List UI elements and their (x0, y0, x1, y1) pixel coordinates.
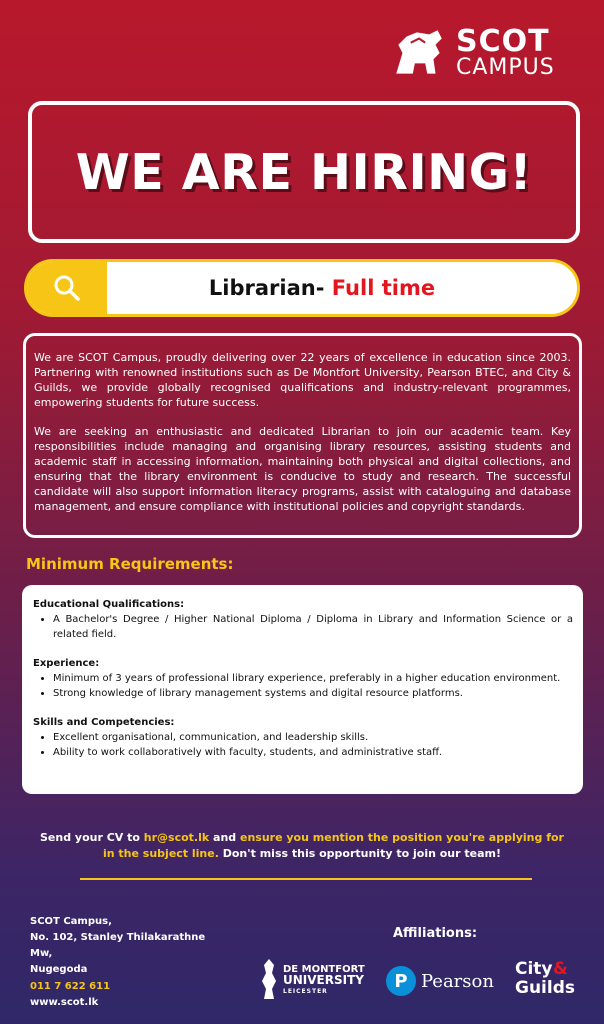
dmu-line-3: LEICESTER (283, 987, 328, 995)
lion-icon (388, 22, 450, 84)
contact-info (30, 979, 110, 1011)
headline-box (28, 101, 580, 243)
dmu-line-2: UNIVERSITY (283, 972, 364, 987)
search-icon (52, 273, 82, 303)
phone-number[interactable]: 011 7 622 611 (30, 981, 111, 992)
email-link[interactable]: hr@scot.lk (143, 831, 210, 844)
cta-text: Send your CV to (40, 831, 144, 844)
address-line: No. 102, Stanley Thilakarathne Mw, (30, 932, 206, 959)
cta-highlight: ensure you mention the position you're applying for in the subject line. (102, 831, 564, 860)
intro-paragraph-2: We are seeking an enthusiastic and dedicated Librarian to join our academic team. Key responsibilities include managing and organising library resources, assisting students and academic staff in accessing information, maintaining both physical and digital collections, and ensuring that the library environment is conducive to study and research. The successful candidate will also support information literacy programs, assist with cataloguing and database management, and ensure compliance with institutional policies and copyright standards. (34, 425, 571, 513)
headline: WE ARE HIRING! (75, 143, 533, 201)
pearson-logo (386, 966, 494, 996)
affiliations-title: Affiliations: (393, 926, 478, 941)
experience-section (33, 656, 573, 701)
address-line: SCOT Campus, (30, 916, 112, 927)
address-line: Nugegoda (30, 964, 88, 975)
cg-ampersand: & (553, 959, 568, 979)
address (30, 914, 215, 978)
position-title (107, 276, 577, 300)
skills-heading: Skills and Competencies: (33, 717, 175, 728)
dmu-line-1: DE MONTFORT (283, 963, 365, 975)
intro-box (23, 333, 582, 538)
education-heading: Educational Qualifications: (33, 599, 185, 610)
brand-name-bottom: CAMPUS (456, 55, 555, 80)
search-icon-container (27, 262, 107, 314)
website-link[interactable]: www.scot.lk (30, 997, 99, 1008)
divider (80, 878, 532, 880)
scot-campus-logo (388, 22, 555, 84)
position-name: Librarian- (208, 276, 325, 300)
cta-text: and (209, 831, 240, 844)
pearson-icon: P (386, 966, 416, 996)
dmu-crest-icon (258, 957, 280, 1003)
cta-text: Don't miss this opportunity to join our team! (218, 847, 502, 860)
skills-section (33, 715, 573, 760)
position-bar (24, 259, 580, 317)
intro-paragraph-1: We are SCOT Campus, proudly delivering over 22 years of excellence in education since 2003. Partnering with renowned institutions such as De Montfort University, Pearson BTEC, and City & Guilds, we provide globally recognised qualifications and industry-relevant programmes, empowering students for future success. (34, 351, 571, 409)
requirements-title: Minimum Requirements: (26, 555, 234, 573)
list-item: • Excellent organisational, communication, and leadership skills. (53, 730, 573, 745)
list-item: • A Bachelor's Degree / Higher National Diploma / Diploma in Library and Information Science or a related field. (53, 612, 573, 642)
requirements-card (22, 585, 583, 794)
cg-line-1: City (515, 959, 553, 979)
list-item: • Strong knowledge of library management systems and digital resource platforms. (53, 686, 573, 701)
experience-heading: Experience: (33, 658, 100, 669)
education-section (33, 597, 573, 642)
cg-line-2: Guilds (515, 978, 575, 998)
call-to-action (40, 830, 564, 862)
list-item: • Ability to work collaboratively with faculty, students, and administrative staff. (53, 745, 573, 760)
position-type: Full time (331, 276, 436, 300)
list-item: • Minimum of 3 years of professional library experience, preferably in a higher education environment. (53, 671, 573, 686)
dmu-logo (258, 957, 365, 1003)
pearson-name: Pearson (421, 970, 494, 992)
brand-name-top: SCOT (456, 24, 550, 59)
city-guilds-logo (515, 960, 575, 998)
